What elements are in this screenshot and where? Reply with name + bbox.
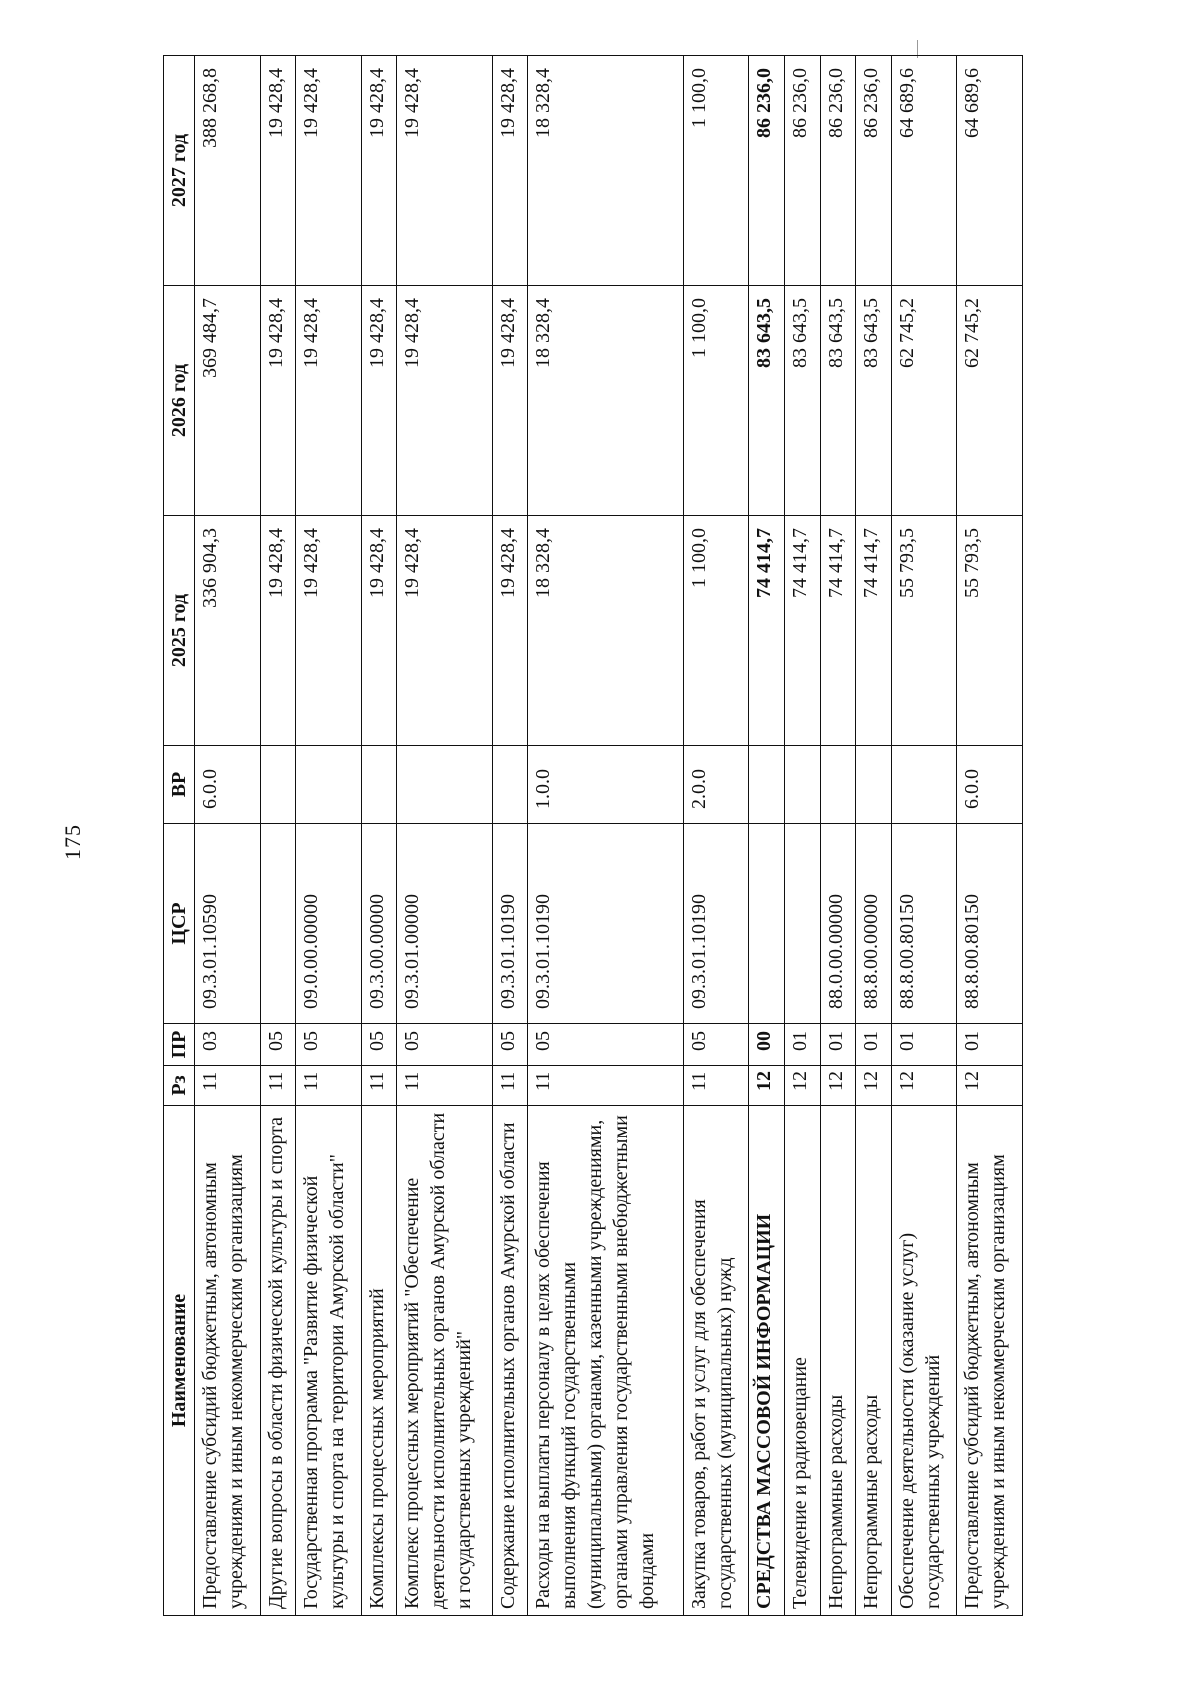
cell-name: Предоставление субсидий бюджетным, автономным учреждениям и иным некоммерческим организациям [195,1106,261,1616]
cell-y2027: 1 100,0 [683,56,749,286]
cell-y2027: 86 236,0 [749,56,785,286]
cell-name: СРЕДСТВА МАССОВОЙ ИНФОРМАЦИИ [749,1106,785,1616]
cell-name: Закупка товаров, работ и услуг для обеспечения государственных (муниципальных) нужд [683,1106,749,1616]
cell-name: Обеспечение деятельности (оказание услуг) государственных учреждений [891,1106,957,1616]
cell-rz: 11 [296,1066,362,1106]
cell-csr: 09.3.01.10190 [492,824,528,1024]
cell-y2027: 19 428,4 [296,56,362,286]
cell-vr: 2.0.0 [683,746,749,824]
cell-y2025: 19 428,4 [260,516,296,746]
header-vr: ВР [164,746,195,824]
cell-csr [260,824,296,1024]
cell-pr: 01 [891,1024,957,1066]
table-row [492,56,528,1616]
cell-y2025: 55 793,5 [891,516,957,746]
header-pr: ПР [164,1024,195,1066]
cell-y2026: 369 484,7 [195,286,261,516]
cell-rz: 11 [683,1066,749,1106]
budget-table-container [163,56,1023,1616]
cell-y2026: 62 745,2 [891,286,957,516]
table-row [749,56,785,1616]
cell-y2026: 83 643,5 [749,286,785,516]
cell-y2025: 74 414,7 [820,516,856,746]
header-2025: 2025 год [164,516,195,746]
budget-table [163,55,1023,1616]
cell-name: Непрограммные расходы [856,1106,892,1616]
cell-y2027: 19 428,4 [397,56,492,286]
cell-rz: 12 [749,1066,785,1106]
cell-rz: 12 [856,1066,892,1106]
cell-y2027: 388 268,8 [195,56,261,286]
cell-y2025: 336 904,3 [195,516,261,746]
table-row [784,56,820,1616]
cell-y2025: 19 428,4 [492,516,528,746]
cell-y2027: 64 689,6 [891,56,957,286]
cell-pr: 01 [957,1024,1023,1066]
cell-csr: 88.8.00.00000 [856,824,892,1024]
cell-rz: 11 [528,1066,683,1106]
cell-y2025: 74 414,7 [784,516,820,746]
cell-y2027: 64 689,6 [957,56,1023,286]
cell-y2025: 19 428,4 [397,516,492,746]
cell-y2026: 83 643,5 [784,286,820,516]
cell-pr: 00 [749,1024,785,1066]
cell-rz: 11 [361,1066,397,1106]
cell-pr: 01 [784,1024,820,1066]
cell-pr: 05 [296,1024,362,1066]
cell-vr [784,746,820,824]
cell-csr: 88.8.00.80150 [957,824,1023,1024]
table-row [361,56,397,1616]
table-row [856,56,892,1616]
table-header-row [164,56,195,1616]
cell-rz: 12 [891,1066,957,1106]
cell-y2026: 19 428,4 [361,286,397,516]
cell-y2025: 74 414,7 [749,516,785,746]
cell-csr: 09.3.01.00000 [397,824,492,1024]
cell-vr: 6.0.0 [195,746,261,824]
cell-y2025: 19 428,4 [296,516,362,746]
cell-rz: 11 [260,1066,296,1106]
cell-vr [296,746,362,824]
cell-y2027: 86 236,0 [784,56,820,286]
cell-csr [784,824,820,1024]
page-number: 175 [60,824,85,860]
cell-vr [260,746,296,824]
cell-y2025: 55 793,5 [957,516,1023,746]
cell-y2025: 19 428,4 [361,516,397,746]
cell-rz: 11 [195,1066,261,1106]
table-row [683,56,749,1616]
cell-y2026: 18 328,4 [528,286,683,516]
cell-vr: 1.0.0 [528,746,683,824]
cell-pr: 05 [260,1024,296,1066]
table-row [260,56,296,1616]
cell-y2026: 62 745,2 [957,286,1023,516]
cell-csr: 09.3.00.00000 [361,824,397,1024]
cell-y2026: 19 428,4 [492,286,528,516]
cell-rz: 12 [820,1066,856,1106]
cell-y2026: 83 643,5 [820,286,856,516]
table-row [820,56,856,1616]
cell-csr: 09.3.01.10190 [528,824,683,1024]
cell-name: Другие вопросы в области физической культуры и спорта [260,1106,296,1616]
cell-name: Комплексы процессных мероприятий [361,1106,397,1616]
cell-y2027: 86 236,0 [856,56,892,286]
table-row [397,56,492,1616]
cell-csr: 09.0.00.00000 [296,824,362,1024]
cell-csr: 09.3.01.10590 [195,824,261,1024]
cell-rz: 11 [397,1066,492,1106]
cell-pr: 05 [683,1024,749,1066]
cell-y2027: 86 236,0 [820,56,856,286]
cell-vr: 6.0.0 [957,746,1023,824]
cell-pr: 05 [397,1024,492,1066]
cell-pr: 01 [820,1024,856,1066]
cell-y2026: 83 643,5 [856,286,892,516]
cell-vr [492,746,528,824]
header-name: Наименование [164,1106,195,1616]
cell-y2025: 1 100,0 [683,516,749,746]
cell-pr: 05 [528,1024,683,1066]
cell-vr [397,746,492,824]
cell-rz: 12 [957,1066,1023,1106]
cell-csr: 09.3.01.10190 [683,824,749,1024]
cell-vr [361,746,397,824]
header-csr: ЦСР [164,824,195,1024]
cell-y2026: 19 428,4 [260,286,296,516]
header-2026: 2026 год [164,286,195,516]
cell-csr: 88.0.00.00000 [820,824,856,1024]
cell-name: Расходы на выплаты персоналу в целях обеспечения выполнения функций государственными (муниципальными) органами, казенными учреждениями, органами управления государственными внебюджетными фондами [528,1106,683,1616]
cell-name: Непрограммные расходы [820,1106,856,1616]
cell-vr [856,746,892,824]
cell-y2026: 1 100,0 [683,286,749,516]
cell-name: Государственная программа "Развитие физической культуры и спорта на территории Амурской области" [296,1106,362,1616]
cell-y2027: 19 428,4 [492,56,528,286]
cell-pr: 01 [856,1024,892,1066]
cell-rz: 12 [784,1066,820,1106]
table-row [195,56,261,1616]
cell-rz: 11 [492,1066,528,1106]
cell-y2027: 18 328,4 [528,56,683,286]
cell-y2027: 19 428,4 [361,56,397,286]
header-rz: Рз [164,1066,195,1106]
cell-name: Содержание исполнительных органов Амурской области [492,1106,528,1616]
cell-y2025: 74 414,7 [856,516,892,746]
cell-csr: 88.8.00.80150 [891,824,957,1024]
cell-name: Телевидение и радиовещание [784,1106,820,1616]
cell-pr: 05 [361,1024,397,1066]
cell-y2027: 19 428,4 [260,56,296,286]
cell-csr [749,824,785,1024]
cell-y2026: 19 428,4 [397,286,492,516]
cell-vr [820,746,856,824]
table-row [528,56,683,1616]
cell-name: Комплекс процессных мероприятий "Обеспечение деятельности исполнительных органов Амурской области и государственных учреждений" [397,1106,492,1616]
table-row [296,56,362,1616]
cell-y2026: 19 428,4 [296,286,362,516]
cell-y2025: 18 328,4 [528,516,683,746]
cell-pr: 05 [492,1024,528,1066]
table-row [957,56,1023,1616]
cell-pr: 03 [195,1024,261,1066]
cell-vr [749,746,785,824]
cell-name: Предоставление субсидий бюджетным, автономным учреждениям и иным некоммерческим организациям [957,1106,1023,1616]
table-row [891,56,957,1616]
header-2027: 2027 год [164,56,195,286]
cell-vr [891,746,957,824]
